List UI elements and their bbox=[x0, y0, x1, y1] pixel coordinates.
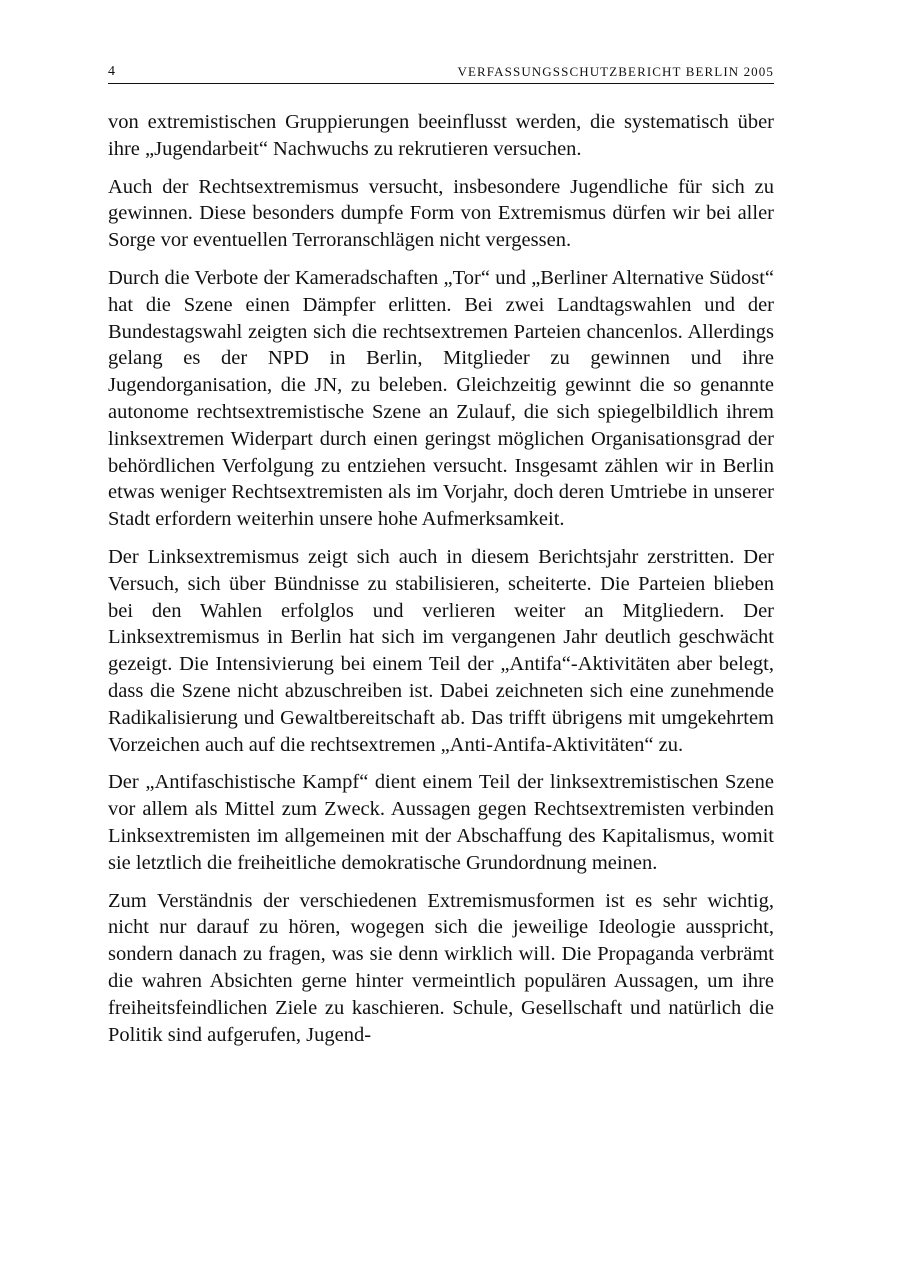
paragraph-3: Durch die Verbote der Kameradschaften „Tor“ und „Berliner Alternative Südost“ hat die Szene einen Dämpfer erlitten. Bei zwei Landtagswahlen und der Bundestagswahl zeigten sich die rechtsextremen Parteien chancenlos. Allerdings gelang es der NPD in Berlin, Mitglieder zu gewinnen und ihre Jugendorganisation, die JN, zu beleben. Gleichzeitig gewinnt die so genannte autonome rechtsextremistische Szene an Zulauf, die sich spiegelbildlich ihrem linksextremen Widerpart durch einen geringst möglichen Organisationsgrad der behördlichen Verfolgung zu entziehen versucht. Insgesamt zählen wir in Berlin etwas weniger Rechtsextremisten als im Vorjahr, doch deren Umtriebe in unserer Stadt erfordern weiterhin unsere hohe Aufmerksamkeit. bbox=[108, 266, 774, 531]
paragraph-2: Auch der Rechtsextremismus versucht, insbesondere Jugendliche für sich zu gewinnen. Diese besonders dumpfe Form von Extremismus dürfen wir bei aller Sorge vor eventuellen Terroranschlägen nicht vergessen. bbox=[108, 175, 774, 252]
paragraph-1: von extremistischen Gruppierungen beeinflusst werden, die systematisch über ihre „Jugendarbeit“ Nachwuchs zu rekrutieren versuchen. bbox=[108, 111, 774, 160]
running-title: VERFASSUNGSSCHUTZBERICHT BERLIN 2005 bbox=[457, 64, 774, 79]
page-number: 4 bbox=[108, 64, 115, 79]
header-rule bbox=[108, 83, 774, 84]
paragraph-4: Der Linksextremismus zeigt sich auch in diesem Berichtsjahr zerstritten. Der Versuch, sich über Bündnisse zu stabilisieren, scheiterte. Die Parteien blieben bei den Wahlen erfolglos und verlieren weiter an Mitgliedern. Der Linksextremismus in Berlin hat sich im vergangenen Jahr deutlich geschwächt gezeigt. Die Intensivierung bei einem Teil der „Antifa“-Aktivitäten aber belegt, dass die Szene nicht abzuschreiben ist. Dabei zeichneten sich eine zunehmende Radikalisierung und Gewaltbereitschaft ab. Das trifft übrigens mit umgekehrtem Vorzeichen auch auf die rechtsextremen „Anti-Antifa-Aktivitäten“ zu. bbox=[108, 545, 774, 756]
body-text bbox=[108, 109, 774, 1059]
paragraph-6: Zum Verständnis der verschiedenen Extremismusformen ist es sehr wichtig, nicht nur darauf zu hören, wogegen sich die jeweilige Ideologie ausspricht, sondern danach zu fragen, was sie denn wirklich will. Die Propaganda verbrämt die wahren Absichten gerne hinter vermeintlich populären Aussagen, um ihre freiheitsfeindlichen Ziele zu kaschieren. Schule, Gesellschaft und natürlich die Politik sind aufgerufen, Jugend- bbox=[108, 889, 774, 1046]
running-header bbox=[108, 64, 774, 86]
paragraph-5: Der „Antifaschistische Kampf“ dient einem Teil der linksextremistischen Szene vor allem als Mittel zum Zweck. Aussagen gegen Rechtsextremisten verbinden Linksextremisten im allgemeinen mit der Abschaffung des Kapitalismus, womit sie letztlich die freiheitliche demokratische Grundordnung meinen. bbox=[108, 771, 774, 874]
